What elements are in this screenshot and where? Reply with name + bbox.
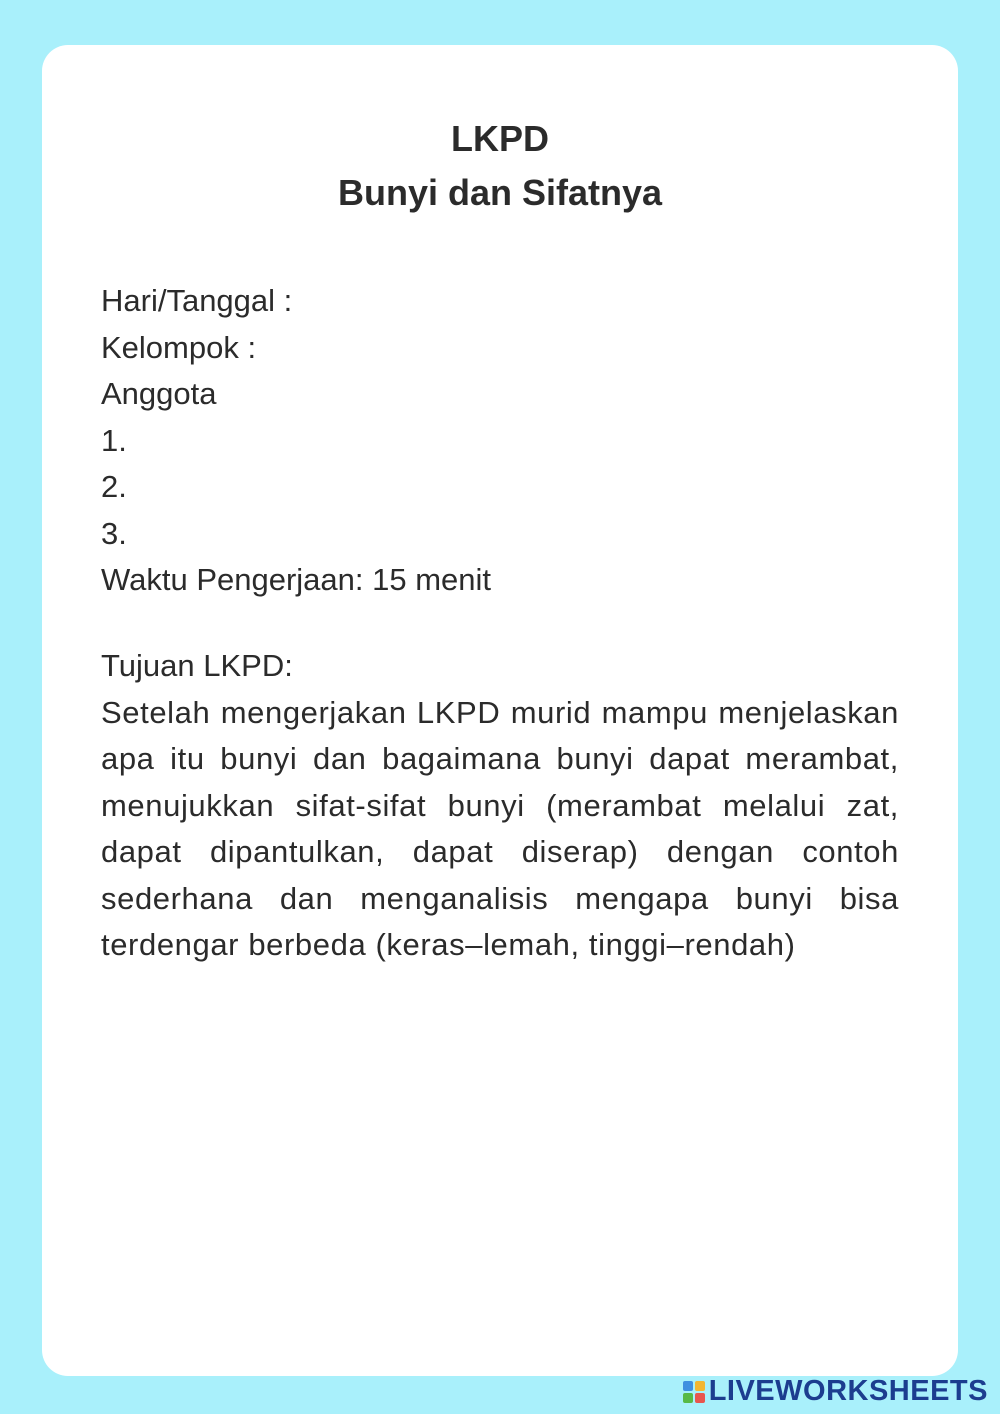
members-label: Anggota [101, 376, 217, 411]
time-label: Waktu Pengerjaan: 15 menit [101, 562, 492, 597]
objective-section [101, 643, 899, 969]
date-label: Hari/Tanggal : [101, 283, 293, 318]
brand-name: LIVEWORKSHEETS [708, 1375, 988, 1407]
identity-section [101, 278, 491, 604]
title-line-2: Bunyi dan Sifatnya [337, 172, 663, 213]
objective-text: Setelah mengerjakan LKPD murid mampu menjelaskan apa itu bunyi dan bagaimana bunyi dapat merambat, menujukkan sifat-sifat bunyi (merambat melalui zat, dapat dipantulkan, dapat diserap) dengan contoh sederhana dan menganalisis mengapa bunyi bisa terdengar berbeda (keras–lemah, tinggi–rendah) [101, 694, 899, 962]
liveworksheets-logo-icon [683, 1381, 705, 1403]
liveworksheets-brand [683, 1375, 988, 1408]
group-label: Kelompok : [101, 329, 257, 365]
title-line-1: LKPD [451, 118, 549, 159]
objective-heading: Tujuan LKPD: [101, 648, 293, 683]
worksheet-title [0, 112, 1000, 220]
member-3-label: 3. [101, 515, 127, 551]
member-1-label: 1. [101, 422, 127, 458]
member-2-label: 2. [101, 469, 127, 504]
